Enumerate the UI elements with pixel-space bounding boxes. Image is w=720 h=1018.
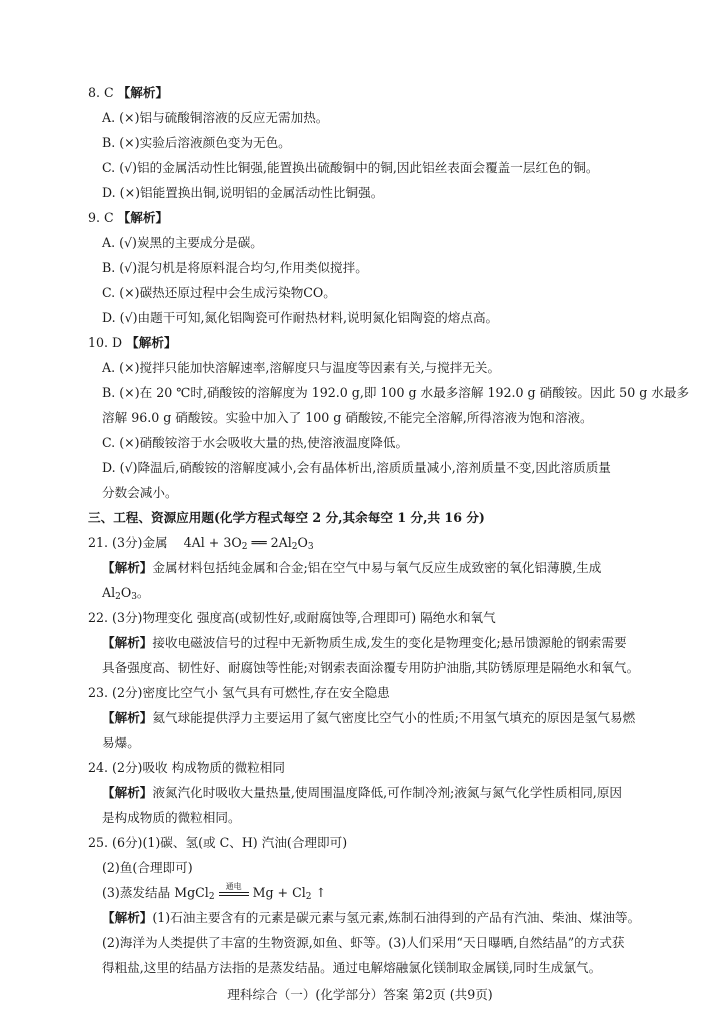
q23-explanation-line2: 易爆。	[102, 735, 140, 750]
q10-option-b-line2: 溶解 96.0 g 硝酸铵。实验中加入了 100 g 硝酸铵,不能完全溶解,所得溶液为饱和溶液。	[102, 410, 593, 425]
q21-equation: $4Al + 3O_2$ ══ $2Al_2O_3$	[183, 535, 314, 552]
q24-explanation-line1: 【解析】液氮汽化时吸收大量热量,使周围温度降低,可作制冷剂;液氮与氮气化学性质相同,原因	[102, 785, 623, 800]
q22-explanation-line1: 【解析】接收电磁波信号的过程中无新物质生成,发生的变化是物理变化;悬吊馈源舱的钢索需要	[102, 635, 627, 650]
q8-heading: 8. C 【解析】	[88, 85, 169, 100]
page-footer: 理科综合（一）(化学部分）答案 第2页 (共9页)	[227, 987, 493, 1002]
q25-explanation-line1: 【解析】(1)石油主要含有的元素是碳元素与氢元素,炼制石油得到的产品有汽油、柴油、煤油等。	[102, 910, 641, 925]
q9-option-c: C. (×)碳热还原过程中会生成污染物CO。	[102, 285, 336, 300]
section-3-heading: 三、工程、资源应用题(化学方程式每空 2 分,其余每空 1 分,共 16 分)	[88, 510, 485, 525]
q21-explanation-line2: $Al_2O_3$。	[102, 585, 150, 602]
q8-option-a: A. (×)铝与硫酸铜溶液的反应无需加热。	[102, 110, 329, 125]
q21-explanation-line1: 【解析】金属材料包括纯金属和合金;铝在空气中易与氧气反应生成致密的氧化铝薄膜,生成	[102, 560, 602, 575]
q24-answer: 24. (2分)吸收 构成物质的微粒相同	[88, 760, 285, 775]
q9-option-a: A. (√)炭黑的主要成分是碳。	[102, 235, 263, 250]
q22-answer: 22. (3分)物理变化 强度高(或韧性好,或耐腐蚀等,合理即可) 隔绝水和氧气	[88, 610, 496, 625]
q22-explanation-line2: 具备强度高、韧性好、耐腐蚀等性能;对钢索表面涂覆专用防护油脂,其防锈原理是隔绝水和氧气。	[102, 660, 640, 675]
q24-explanation-line2: 是构成物质的微粒相同。	[102, 810, 241, 825]
q10-option-d-line1: D. (√)降温后,硝酸铵的溶解度减小,会有晶体析出,溶质质量减小,溶剂质量不变,因此溶质质量	[102, 460, 611, 475]
q9-heading: 9. C 【解析】	[88, 210, 169, 225]
q10-option-d-line2: 分数会减小。	[102, 485, 178, 500]
q25-explanation-line2: (2)海洋为人类提供了丰富的生物资源,如鱼、虾等。(3)人们采用“天日曝晒,自然结晶”的方式获	[102, 935, 625, 950]
q10-option-c: C. (×)硝酸铵溶于水会吸收大量的热,使溶液温度降低。	[102, 435, 409, 450]
q10-option-a: A. (×)搅拌只能加快溶解速率,溶解度只与温度等因素有关,与搅拌无关。	[102, 360, 501, 375]
electrolysis-arrow: 通电	[219, 889, 249, 899]
q23-explanation-line1: 【解析】氦气球能提供浮力主要运用了氦气密度比空气小的性质;不用氢气填充的原因是氢气易燃	[102, 710, 636, 725]
q25-answer-1: 25. (6分)(1)碳、氢(或 C、H) 汽油(合理即可)	[88, 835, 348, 850]
q9-option-b: B. (√)混匀机是将原料混合均匀,作用类似搅拌。	[102, 260, 368, 275]
q23-answer: 23. (2分)密度比空气小 氢气具有可燃性,存在安全隐患	[88, 685, 390, 700]
q21-answer: 21. (3分)金属 $4Al + 3O_2$ ══ $2Al_2O_3$	[88, 535, 314, 552]
q25-answer-2: (2)鱼(合理即可)	[102, 860, 193, 875]
q10-option-b-line1: B. (×)在 20 ℃时,硝酸铵的溶解度为 192.0 g,即 100 g 水最多溶解 192.0 g 硝酸铵。因此 50 g 水最多	[102, 385, 690, 400]
q8-option-b: B. (×)实验后溶液颜色变为无色。	[102, 135, 291, 150]
q25-answer-3: (3)蒸发结晶 MgCl$_2$ 通电 $Mg + Cl_2$ ↑	[102, 881, 327, 902]
q9-option-d: D. (√)由题干可知,氮化铝陶瓷可作耐热材料,说明氮化铝陶瓷的熔点高。	[102, 310, 499, 325]
q8-option-d: D. (×)铝能置换出铜,说明铝的金属活动性比铜强。	[102, 185, 384, 200]
q10-heading: 10. D 【解析】	[88, 335, 177, 350]
q25-explanation-line3: 得粗盐,这里的结晶方法指的是蒸发结晶。通过电解熔融氯化镁制取金属镁,同时生成氯气。	[102, 960, 602, 975]
q8-option-c: C. (√)铝的金属活动性比铜强,能置换出硫酸铜中的铜,因此铝丝表面会覆盖一层红色的铜。	[102, 160, 599, 175]
